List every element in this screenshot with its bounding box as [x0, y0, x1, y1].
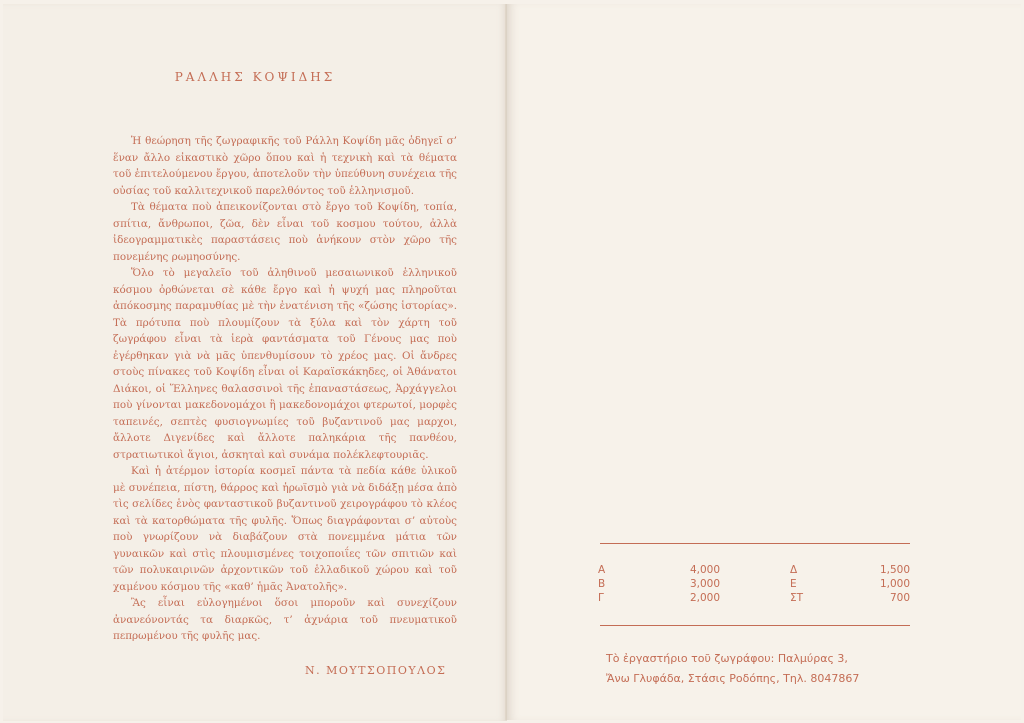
category-label: Α: [598, 564, 606, 576]
top-divider: [600, 543, 910, 544]
price-value: 1,500: [879, 564, 910, 576]
article-title: ΡΑΛΛΗΣ ΚΟΨΙΔΗΣ: [174, 70, 336, 84]
address-line-1: Τὸ ἐργαστήριο τοῦ ζωγράφου: Παλμύρας 3,: [606, 652, 848, 665]
bottom-divider: [600, 625, 910, 626]
address-line-2: Ἄνω Γλυφάδα, Στάσις Ροδόπης, Τηλ. 8047867: [606, 672, 860, 685]
category-label: Β: [598, 578, 606, 590]
price-row: [598, 563, 910, 577]
category-label: Ε: [790, 578, 797, 590]
price-value: 3,000: [689, 578, 720, 590]
studio-address: [606, 649, 912, 689]
paragraph-3: Ὅλο τὸ μεγαλεῖο τοῦ ἀληθινοῦ μεσαιωνικοῦ ἑλληνικοῦ κόσμου ὀρθώνεται σὲ κάθε ἔργο καὶ ἡ ψυχή μας πληροῦται ἀπόκοσμης παραμυθίας μὲ τὴν ἐνατένιση τῆς «ζώσης ἱστορίας». Τὰ πρότυπα ποὺ πλουμίζουν τὰ ξύλα καὶ τὸν χάρτη τοῦ ζωγράφου εἶναι τὰ ἱερὰ φαντάσματα τοῦ Γένους μας ποὺ ἐγέρθηκαν γιὰ νὰ μᾶς ὑπενθυμίσουν τὸ χρέος μας. Οἱ ἄνδρες στοὺς πίνακες τοῦ Κοψίδη εἶναι οἱ Καραϊσκάκηδες, οἱ Ἀθάνατοι Διάκοι, οἱ Ἕλληνες θαλασσινοὶ τῆς ἐπαναστάσεως, Ἀρχάγγελοι ποὺ γίνονται μακεδονομάχοι ἢ μακεδονομάχοι φτερωτοί, μορφὲς ταπεινές, σεπτὲς φυσιογνωμίες τοῦ βυζαντινοῦ μας μαρχοι, ἄλλοτε Διγενίδες καὶ ἄλλοτε παληκάρια τῆς πανθέου, στρατιωτικοὶ ἅγιοι, ἀσκηταὶ καὶ συνάμα πολέκλεφτουριᾶς.: [113, 267, 457, 461]
left-page: [3, 4, 507, 721]
category-label: Δ: [790, 564, 798, 576]
paragraph-1: Ἡ θεώρηση τῆς ζωγραφικῆς τοῦ Ράλλη Κοψίδη μᾶς ὁδηγεῖ σ’ ἕναν ἄλλο εἰκαστικὸ χῶρο ὅπου καὶ ἡ τεχνικὴ καὶ τὰ θέματα τοῦ ἐπιτελούμενου ἔργου, ἀποτελοῦν τὴν ὑπεύθυνη συνέχεια τῆς οὐσίας τοῦ καλλιτεχνικοῦ παρελθόντος τοῦ ἑλληνισμοῦ.: [113, 135, 457, 197]
paragraph-4: Καὶ ἡ ἀτέρμον ἱστορία κοσμεῖ πάντα τὰ πεδία κάθε ὑλικοῦ μὲ συνέπεια, πίστη, θάρρος καὶ ἡρωϊσμὸ γιὰ νὰ διδάξῃ μέσα ἀπὸ τὶς σελίδες ἑνὸς φανταστικοῦ βυζαντινοῦ χειρογράφου τὸ κλέος καὶ τὰ κατορθώματα τῆς φυλῆς. Ὅπως διαγράφονται σ’ αὐτοὺς ποὺ γνωρίζουν νὰ διαβάζουν στὰ πονεμμένα μάτια τῶν γυναικῶν καὶ στὶς πλουμισμένες τοιχοποιΐες τῶν σπιτιῶν καὶ τῶν πολυκαιρινῶν ἀρχοντικῶν τοῦ ἑλλαδικοῦ χώρου καὶ τοῦ χαμένου κόσμου τῆς «καθ’ ἡμᾶς Ἀνατολῆς».: [113, 465, 457, 593]
price-value: 4,000: [689, 564, 720, 576]
price-value: 700: [889, 592, 910, 604]
price-value: 1,000: [879, 578, 910, 590]
price-row: [598, 577, 910, 591]
right-page: [507, 4, 1021, 720]
paragraph-5: Ἂς εἶναι εὐλογημένοι ὅσοι μποροῦν καὶ συνεχίζουν ἀνανεόνοντάς τα διαρκῶς, τ’ ἀχνάρια τοῦ πνευματικοῦ πεπρωμένου τῆς φυλῆς μας.: [113, 597, 457, 642]
category-label: ΣΤ: [790, 592, 804, 604]
price-list: [598, 563, 910, 605]
paragraph-2: Τὰ θέματα ποὺ ἀπεικονίζονται στὸ ἔργο τοῦ Κοψίδη, τοπία, σπίτια, ἄνθρωποι, ζῶα, δὲν εἶναι τοῦ κοσμου τούτου, ἀλλὰ ἰδεογραμματικὲς παραστάσεις ποὺ ἀνήκουν στὸν χῶρο τῆς πονεμένης ρωμηοσύνης.: [113, 201, 457, 263]
author-signature: Ν. ΜΟΥΤΣΟΠΟΥΛΟΣ: [305, 664, 447, 677]
price-value: 2,000: [689, 592, 720, 604]
price-row: [598, 591, 910, 605]
article-body: [113, 133, 457, 645]
category-label: Γ: [598, 592, 604, 604]
